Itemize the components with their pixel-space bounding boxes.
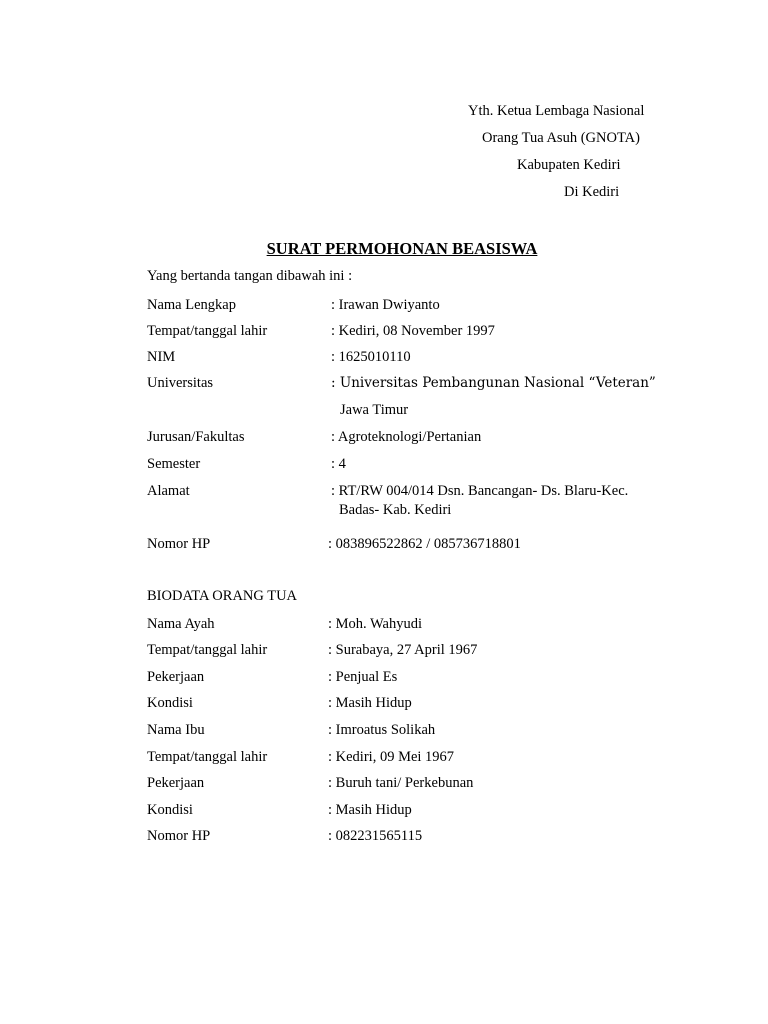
intro-text: Yang bertanda tangan dibawah ini : <box>147 268 353 284</box>
field-label: Semester <box>147 456 201 472</box>
field-value: : Imroatus Solikah <box>328 722 436 738</box>
field-label: Kondisi <box>147 802 193 818</box>
recipient-line-2: Orang Tua Asuh (GNOTA) <box>482 130 640 146</box>
field-value: : Kediri, 08 November 1997 <box>331 323 495 339</box>
field-value: : Moh. Wahyudi <box>328 616 423 632</box>
field-value: : Surabaya, 27 April 1967 <box>328 642 478 658</box>
field-value: : 083896522862 / 085736718801 <box>328 536 521 552</box>
field-label: Tempat/tanggal lahir <box>147 323 268 339</box>
field-label: Kondisi <box>147 695 193 711</box>
field-label: Pekerjaan <box>147 775 205 791</box>
field-label: Tempat/tanggal lahir <box>147 642 268 658</box>
field-value: : Buruh tani/ Perkebunan <box>328 775 474 791</box>
field-label: Nomor HP <box>147 828 211 844</box>
field-value: : Penjual Es <box>328 669 398 685</box>
field-value: : Kediri, 09 Mei 1967 <box>328 749 455 765</box>
field-value: : 082231565115 <box>328 828 423 844</box>
field-value: : 4 <box>331 456 346 472</box>
field-label: Tempat/tanggal lahir <box>147 749 268 765</box>
letter-title: SURAT PERMOHONAN BEASISWA <box>266 239 538 258</box>
field-label: Nama Ibu <box>147 722 205 738</box>
field-value: : Masih Hidup <box>328 695 412 711</box>
recipient-line-3: Kabupaten Kediri <box>517 157 621 173</box>
field-value: : Agroteknologi/Pertanian <box>331 429 482 445</box>
field-label: Jurusan/Fakultas <box>147 429 245 445</box>
recipient-line-1: Yth. Ketua Lembaga Nasional <box>468 103 645 119</box>
field-value: : Irawan Dwiyanto <box>331 297 440 313</box>
recipient-line-4: Di Kediri <box>564 184 620 200</box>
field-label: Pekerjaan <box>147 669 205 685</box>
field-label: Universitas <box>147 375 214 391</box>
field-value: : Masih Hidup <box>328 802 412 818</box>
parents-section-heading: BIODATA ORANG TUA <box>147 588 298 604</box>
field-value: : RT/RW 004/014 Dsn. Bancangan- Ds. Blaru-Kec. <box>331 483 629 499</box>
field-label: Nama Lengkap <box>147 297 236 313</box>
field-label: Nama Ayah <box>147 616 215 632</box>
field-value: : 1625010110 <box>331 349 411 365</box>
field-value-continuation: Badas- Kab. Kediri <box>339 502 452 518</box>
field-value-continuation: Jawa Timur <box>340 402 409 418</box>
field-label: Alamat <box>147 483 190 499</box>
field-label: Nomor HP <box>147 536 211 552</box>
field-label: NIM <box>147 349 176 365</box>
field-value: : Universitas Pembangunan Nasional “Veteran” <box>331 375 656 391</box>
